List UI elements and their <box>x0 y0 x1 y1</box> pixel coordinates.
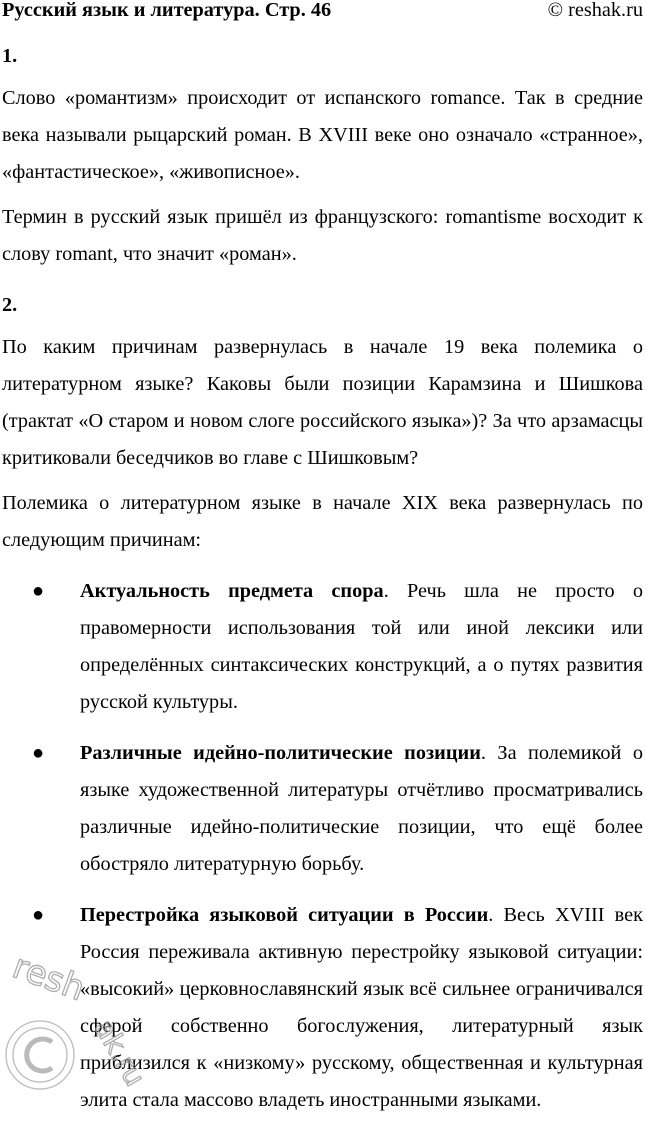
bullet-icon: ● <box>32 742 45 764</box>
question-paragraph: По каким причинам развернулась в начале 19 века полемика о литературном языке? Каковы были позиции Карамзина и Шишкова (трактат «О старом и новом слоге российского языка»)? За что арзамасцы критиковали беседчиков во главе с Шишковым? <box>2 336 643 469</box>
bullet-icon: ● <box>32 580 45 602</box>
paragraph: Слово «романтизм» происходит от испанского romance. Так в средние века называли рыцарский роман. В XVIII веке оно означало «странное», «фантастическое», «живописное». <box>2 87 643 183</box>
list-item <box>2 735 643 883</box>
list-item-text: . За полемикой о языке художественной литературы отчётливо просматривались различные идейно-политические позиции, что ещё более обостряло литературную борьбу. <box>80 742 643 875</box>
list-item <box>2 897 643 1119</box>
list-item-text: . Весь XVIII век Россия переживала активную перестройку языковой ситуации: «высокий» церковнославянский язык всё сильнее ограничивался сферой собственно богослужения, литературный язык приблизился к «низкому» русскому, общественная и культурная элита стала массово владеть иностранными языками. <box>80 904 643 1111</box>
list-item-text: . Речь шла не просто о правомерности использования той или иной лексики или определённых синтаксических конструкций, а о путях развития русской культуры. <box>80 580 643 713</box>
section-number: 2. <box>2 294 18 316</box>
list-item-heading: Различные идейно-политические позиции <box>80 742 481 764</box>
paragraph: Термин в русский язык пришёл из французского: romantisme восходит к слову romant, что значит «роман». <box>2 206 643 265</box>
list-item-heading: Перестройка языковой ситуации в России <box>80 904 489 926</box>
list-item-heading: Актуальность предмета спора <box>80 580 384 602</box>
svg-text:ak.ru: ak.ru <box>87 1013 152 1092</box>
bullet-icon: ● <box>32 904 45 926</box>
page-title: Русский язык и литература. Стр. 46 <box>2 0 332 21</box>
list-item <box>2 573 643 721</box>
document-page <box>2 0 643 1133</box>
page-header <box>2 0 643 24</box>
svg-text:resh: resh <box>7 946 91 1010</box>
section-number: 1. <box>2 45 18 67</box>
source-label: © reshak.ru <box>547 0 643 21</box>
reasons-list <box>2 573 643 1119</box>
paragraph: Полемика о литературном языке в начале XIX века развернулась по следующим причинам: <box>2 492 643 551</box>
